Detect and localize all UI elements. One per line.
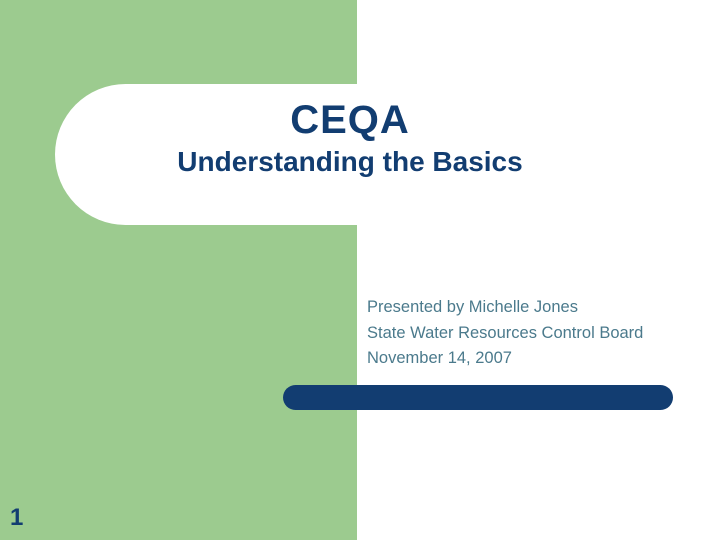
green-side-panel — [0, 0, 357, 540]
presenter-name: Presented by Michelle Jones — [367, 298, 578, 316]
presenter-block — [367, 295, 697, 372]
page-subtitle: Understanding the Basics — [177, 145, 523, 177]
navy-accent-bar — [283, 385, 673, 410]
slide-number: 1 — [10, 504, 24, 531]
presentation-date: November 14, 2007 — [367, 349, 512, 368]
page-title: CEQA — [290, 98, 410, 142]
title-block — [90, 98, 610, 178]
presenter-organization: State Water Resources Control Board — [367, 323, 644, 342]
